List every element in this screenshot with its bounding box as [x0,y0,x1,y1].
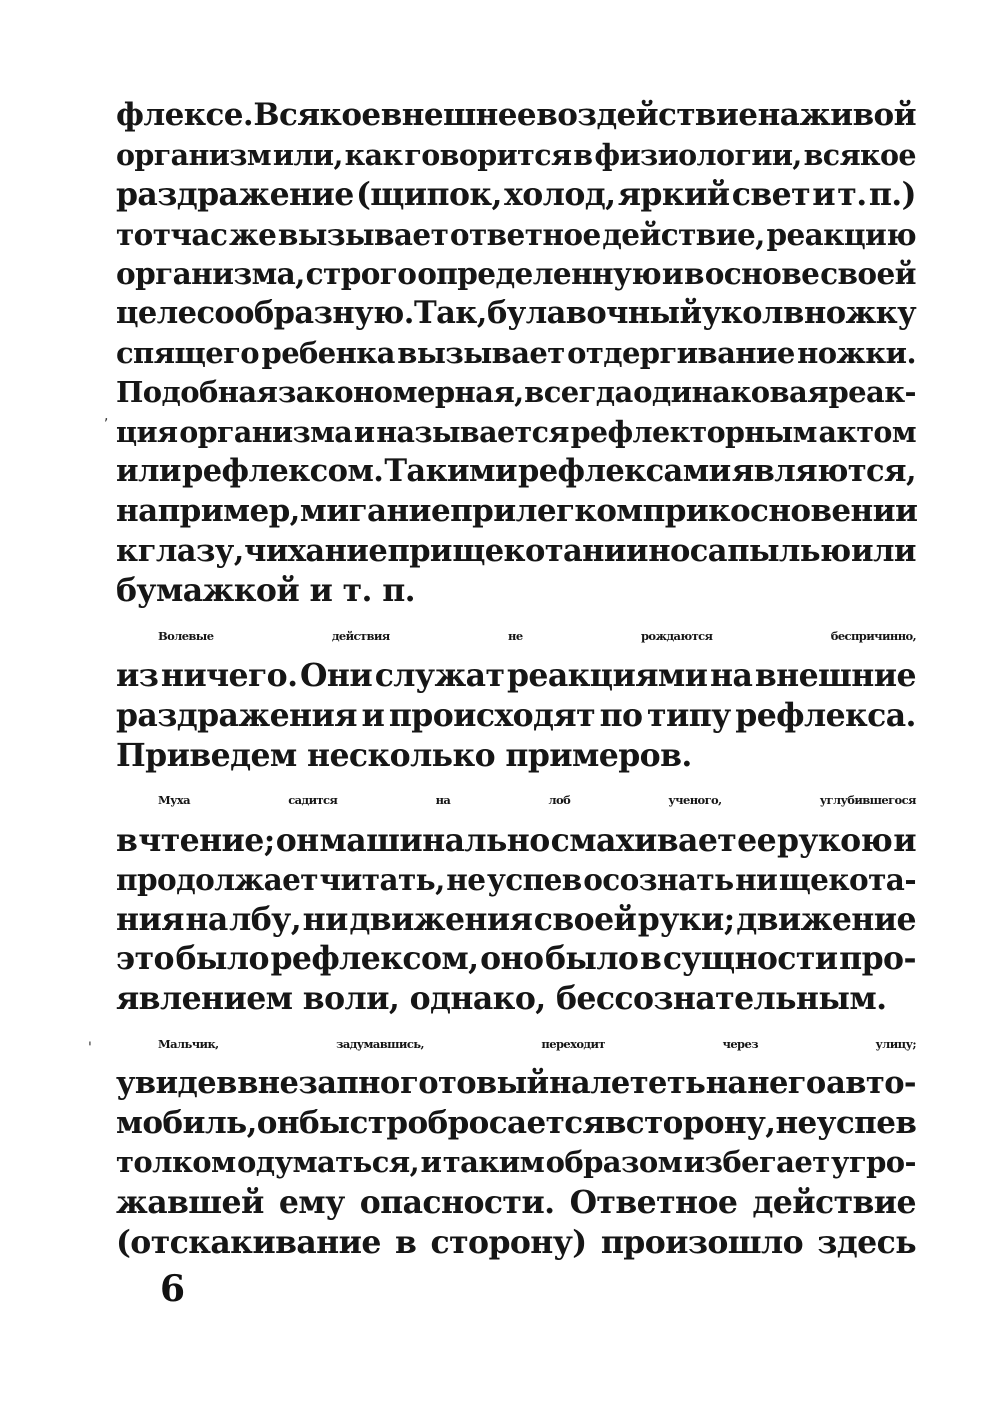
text-line: к глазу, чихание при щекотании носа пылью или [116,532,916,569]
text-line: раздражения и происходят по типу рефлекса. [116,696,916,734]
text-line: продолжает читать, не успев осознать ни щекота- [116,862,916,898]
text-line: в чтение; он машинально смахивает ее рукою и [116,821,916,859]
text-line: толком одуматься, и таким образом избегает угро- [116,1145,916,1180]
text-line: Мальчик, задумавшись, переходит через улицу; [158,1036,916,1051]
text-line: это было рефлексом, оно было в сущности про- [116,940,916,978]
page-number: 6 [160,1268,186,1310]
text-line: организма, строго определенную и в основе своей [116,256,916,292]
text-line: или рефлексом. Такими рефлексами являются, [116,453,916,490]
text-line: из ничего. Они служат реакциями на внешние [116,657,916,695]
text-line: мобиль, он быстро бросается в сторону, не успев [116,1104,917,1141]
paragraph-1 [116,96,916,611]
text-line: Муха садится на лоб ученого, углубившегося [158,793,916,808]
paragraph-4 [116,1025,916,1263]
paragraph-3 [116,781,916,1019]
text-line: увидев внезапно готовый налететь на него авто- [116,1065,916,1102]
text-line: (отскакивание в сторону) произошло здесь [116,1223,916,1261]
text-line: Приведем несколько примеров. [116,736,692,774]
text-line: Подобная закономерная, всегда одинаковая реак- [116,375,916,410]
text-line: ция организма и называется рефлекторным актом [116,414,916,449]
scan-speck: ' [88,1040,92,1056]
text-line: ния на лбу, ни движения своей руки; движение [116,900,916,938]
page-body [116,96,916,1262]
text-line: раздражение (щипок, холод, яркий свет и т. п.) [116,176,916,214]
text-line: целесообразную. Так, булавочный укол в ножку [116,294,916,331]
text-line: жавшей ему опасности. Ответное действие [116,1184,916,1222]
text-line: явлением воли, однако, бессознательным. [116,980,887,1018]
text-line: флексе. Всякое внешнее воздействие на живой [116,97,916,133]
paragraph-2 [116,617,916,775]
text-line: организм или, как говорится в физиологии, всякое [116,137,916,172]
text-line: например, мигание при легком прикосновении [116,492,918,529]
text-line: бумажкой и т. п. [116,572,416,610]
scan-speck: , [104,408,109,424]
text-line: Волевые действия не рождаются беспричинно, [158,628,916,643]
text-line: спящего ребенка вызывает отдергивание ножки. [116,335,916,370]
text-line: тотчас же вызывает ответное действие, реакцию [116,216,916,252]
